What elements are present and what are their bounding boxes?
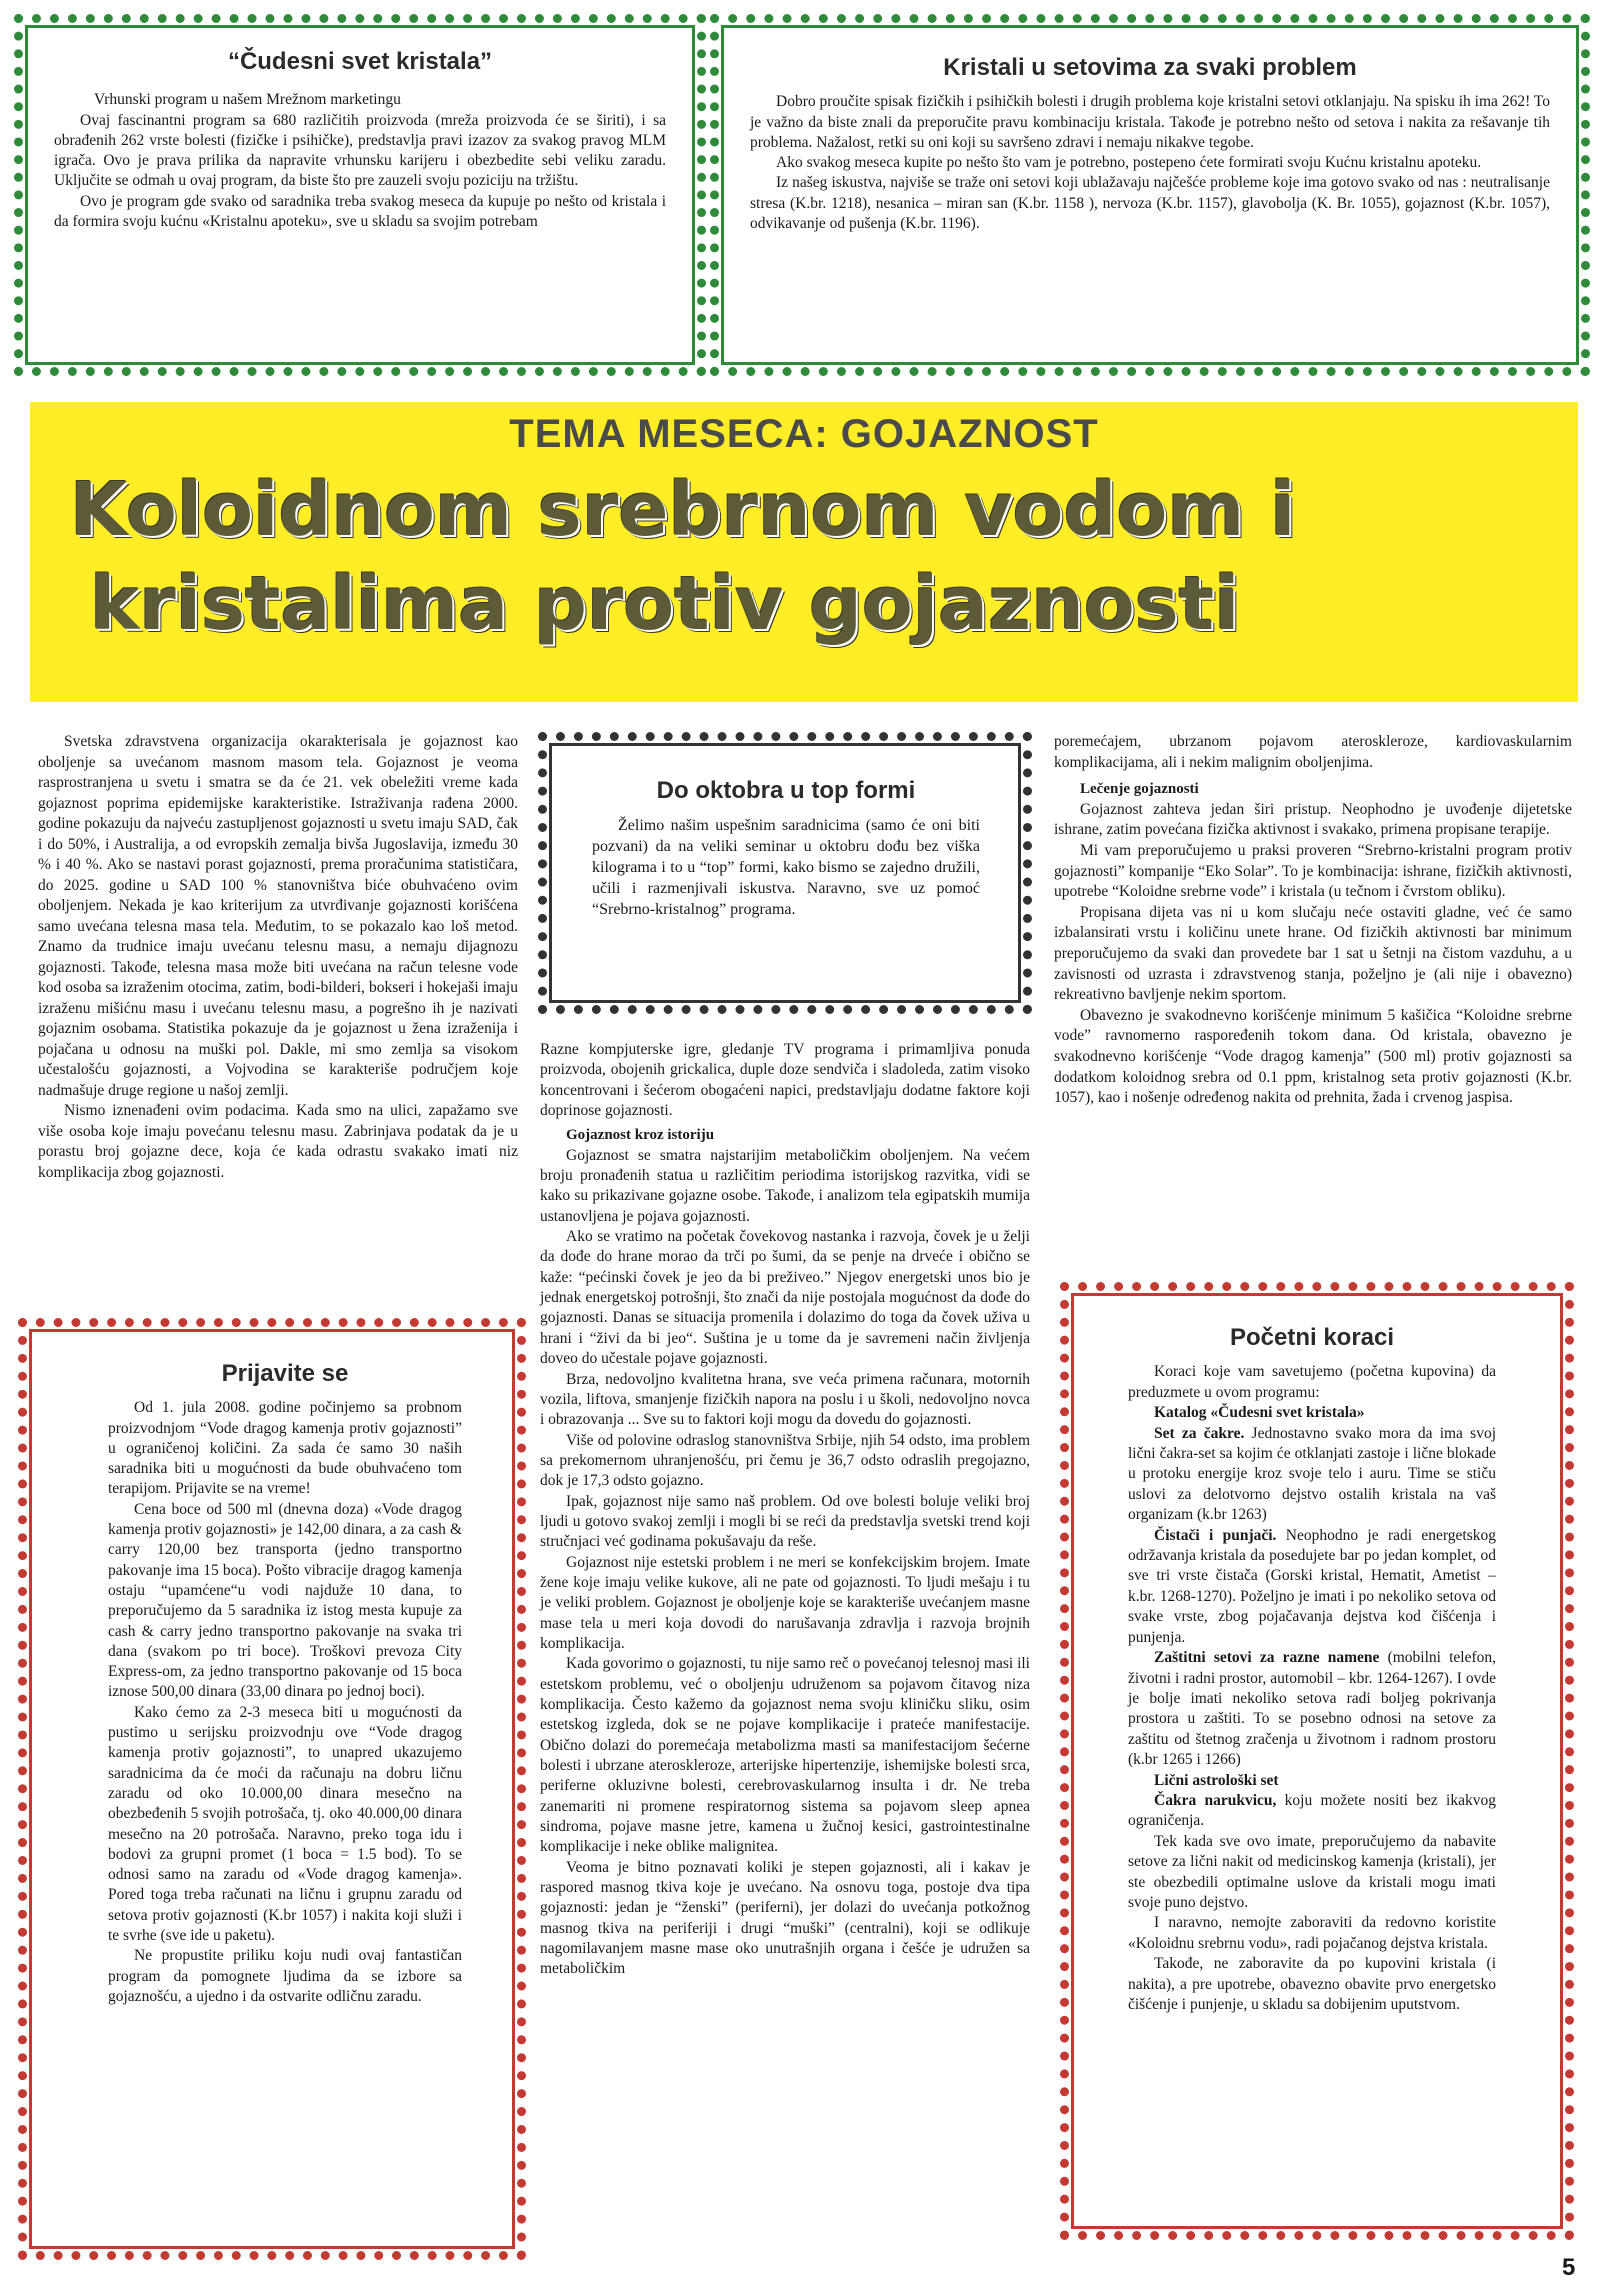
col2-p6: Kada govorimo o gojaznosti, tu nije samo reč o povećanoj telesnoj masi ili estetskom problemu, već o oboljenju udruženom sa pojavom čitavog niza komplikacija. Često kažemo da gojaznost nema svoju kliničku sliku, osim estetskog izgleda, dok se ne pojave komplikacije i prateće manifestacije. Obično dolazi do poremećaja metabolizma masti sa manifestacijom šećerne bolesti i ubrzane ateroskleroze, arterijske hipertenzije, ishemijske bolesti srca, periferne okluzivne bolesti, cerebrovaskularnog insulta i dr. Ne treba zanemariti ni promene respiratornog sistema sa pojavom sleep apnea sindroma, pojave masne jetre, kamena u žučnoj kesici, gastrointestinalne komplikacije i neke oblike malignitea. bbox=[540, 1655, 1030, 1856]
box-pocetni-catalog: Katalog «Čudesni svet kristala» bbox=[1154, 1404, 1365, 1422]
box-pocetni-title: Početni koraci bbox=[1229, 1324, 1395, 1351]
column-1-article bbox=[38, 732, 518, 1183]
col2-heading: Gojaznost kroz istoriju bbox=[566, 1127, 715, 1144]
box-setovi-p2: Iz našeg iskustva, najviše se traže oni setovi koji ublažavaju najčešće probleme koje ima gotovo svako od nas : neutralisanje stresa (K.br. 1218), nesanica – miran san (K.br. 1158 ), nervoza (K.br. 1157), glavobolja (K. Br. 1055), gojaznost (K.br. 1057), odvikavanje od pušenja (K.br. 1196). bbox=[750, 174, 1550, 233]
box-prijavite-title: Prijavite se bbox=[221, 1360, 349, 1387]
box-oktobar-text: Želimo našim uspešnim saradnicima (samo će oni biti pozvani) da na veliki seminar u oktobru dođu bez viška kilograma i to u “top” formi, kako bismo se zajedno družili, učili i razmenjivali iskustva. Naravno, sve uz pomoć “Srebrno-kristalnog” programa. bbox=[592, 817, 980, 918]
item-4-text: koju možete nositi bez ikakvog ograničenja. bbox=[1128, 1791, 1496, 1830]
box-prijavite-p2: Kako ćemo za 2-3 meseca biti u mogućnosti da pustimo u serijsku proizvodnju ove “Vode dragog kamenja protiv gojaznosti”, to unapred ukazujemo saradnicima da će moći da računaju na dobru ličnu zaradu od oko 10.000,00 dinara mesečno na obezbeđenih 5 svojih potrošača, tj. oko 40.000,00 dinara mesečno na 20 potrošača. Naravno, preko toga idu i bodovi za grupni promet (1 boca = 1.5 bod). To se odnosi samo na zaradu od «Vode dragog kamenja». Pored toga treba računati na ličnu i grupnu zaradu od setova protiv gojaznosti (K.br 1057) i nakita koji služi i te svrhe (sve ide u paketu). bbox=[108, 1703, 462, 1945]
box-cudesni-p0: Vrhunski program u našem Mrežnom marketingu bbox=[94, 91, 401, 109]
col3-p0: Gojaznost zahteva jedan širi pristup. Neophodno je uvođenje dijetetske ishrane, zatim povećana fizička aktivnost i svakako, primena propisane terapije. bbox=[1054, 800, 1572, 839]
banner-kicker: TEMA MESECA: GOJAZNOST bbox=[509, 412, 1099, 456]
box-setovi-content bbox=[750, 54, 1550, 234]
box-pocetni-p1: I naravno, nemojte zaboraviti da redovno koristite «Koloidnu srebrnu vodu», radi pojačanog dejstva kristala. bbox=[1128, 1914, 1496, 1952]
box-prijavite-p0: Od 1. jula 2008. godine počinjemo sa probnom proizvodnjom “Vode dragog kamenja protiv gojaznosti” u ograničenoj količini. Za sada će samo 30 naših saradnika biti u mogućnosti da bude obuhvaćeno tom terapijom. Prijavite se na vreme! bbox=[108, 1399, 462, 1498]
item-2-label: Zaštitni setovi za razne namene bbox=[1154, 1649, 1380, 1667]
item-2-text: (mobilni telefon, životni i radni prostor, automobil – kbr. 1264-1267). I ovde je bolje imati nekoliko setova radi boljeg pokrivanja prostora u zaštiti. To se posebno odnosi na setove za zaštitu od štetnog zračenja u životnom i radnom prostoru (k.br 1265 i 1266) bbox=[1128, 1649, 1496, 1769]
banner-headline-line2: kristalima protiv gojaznosti bbox=[90, 561, 1240, 647]
item-3-label: Lični astrološki set bbox=[1154, 1771, 1279, 1789]
box-cudesni-content bbox=[54, 48, 666, 232]
box-prijavite-p1: Cena boce od 500 ml (dnevna doza) «Vode dragog kamenja protiv gojaznosti» je 142,00 dinara, a za cash & carry 120,00 bez transporta (jedno transportno pakovanje ima 15 boca). Pošto vibracije dragog kamenja ostaju “upamćene“u vodi najduže 10 dana, to preporučujemo da 5 saradnika iz istog mesta kupuje za cash & carry jedno transportno pakovanje na svaka tri dana (svakom po tri boce). Troškovi prevoza City Express-om, za jedno transportno pakovanje od 15 boca iznose 500,00 dinara (33,00 dinara po jednoj boci). bbox=[108, 1500, 462, 1701]
box-pocetni-item-0 bbox=[1128, 1424, 1496, 1526]
box-pocetni-item-1 bbox=[1128, 1526, 1496, 1648]
item-1-text: Neophodno je radi energetskog održavanja kristala da posedujete bar po jedan komplet, od sve tri vrste čistača (Gorski kristal, Hematit, Ametist – k.br. 1268-1270). Poželjno je imati i po nekoliko setova od svake vrste, zbog pojačavanja dejstva kod čišćenja i punjenja. bbox=[1128, 1526, 1496, 1646]
box-setovi-p0: Dobro proučite spisak fizičkih i psihičkih bolesti i drugih problema koje kristalni setovi otklanjaju. Na spisku ih ima 262! To je važno da biste znali da preporučite pravu kombinaciju kristala. Takođe je potrebno nešto od setova i nakita za rešavanje tih problema. Nažalost, retki su oni koji su savršeno zdravi i nemaju nikakve tegobe. bbox=[750, 93, 1550, 151]
col2-p1: Ako se vratimo na početak čovekovog nastanka i razvoja, čovek je u želji da dođe do hrane morao da trči po šumi, da se penje na drveće i obično se kaže: “pećinski čovek je jeo da bi preživeo.” Njegov energetski unos bio je jednak energetskoj potrošnji, što znači da nije postojala mogućnost da dođe do gojaznosti. Danas se situacija promenila i dolazimo do toga da čovek uživa u hrani i “živi da bi jeo“. Suština je u tome da je savremeni način življenja doveo do učestale pojave gojaznosti. bbox=[540, 1228, 1030, 1368]
box-pocetni-p2: Takođe, ne zaboravite da po kupovini kristala (i nakita), a pre upotrebe, obavezno obavite prvo energetsko čišćenje i punjenje, u skladu sa dobijenim uputstvom. bbox=[1128, 1955, 1496, 2013]
col1-p0: Svetska zdravstvena organizacija okarakterisala je gojaznost kao oboljenje sa uvećanom masnom masom tela. Gojaznost je veoma rasprostranjena u svetu i smatra se da će 21. vek obeležiti vreme kada gojaznost poprima epidemijske karakteristike. Istraživanja rađena 2000. godine pokazuju da najveću zastupljenost gojaznosti u svetu imaju SAD, čak i do 50%, i Australija, a od evropskih zemalja bivša Jugoslavija, između 30 % i 40 %. Ako se nastavi porast gojaznosti, prema proračunima statističara, do 2025. godine u SAD 100 % stanovništva biće obuhvaćeno ovim oboljenjem. Nekada je kao kriterijum za utvrđivanje gojaznosti korišćena samo uvećana telesna masa tela. Međutim, to se pokazalo kao loš metod. Znamo da trudnice imaju uvećanu telesnu masu, a nemaju dijagnozu gojaznosti. Takođe, telesna masa može biti uvećana na račun telesne vode kod osoba sa izraženim otocima, zatim, bodi-bilderi, bokseri i hokejaši imaju izraženu mišićnu masu i uvećanu telesnu masu, a pogrešno ih je nazivati gojaznim osobama. Statistika pokazuje da je gojaznost u žena izraženija i pojačana u odnosu na muški pol. Dakle, mi smo zemlja sa visokom učestalošću gojaznosti, a Vojvodina se karakteriše područjem koje nadmašuje druge regione u našoj zemlji. bbox=[38, 733, 518, 1099]
box-pocetni-p0: Tek kada sve ovo imate, preporučujemo da nabavite setove za lični nakit od medicinskog kamenja (kristali), jer ste obezbedili optimalne uslove da kristali mogu imati svoje puno dejstvo. bbox=[1128, 1832, 1496, 1911]
col2-p5: Gojaznost nije estetski problem i ne meri se konfekcijskim brojem. Imate žene koje imaju velike kukove, ali ne pate od gojaznosti. To ljudi mešaju i tu je veliki problem. Gojaznost je oboljenje koje se karakteriše uvećanjem masne mase tela u meri koja dovodi do narušavanja zdravlja i razvoja brojnih komplikacija. bbox=[540, 1553, 1030, 1652]
col1-p1: Nismo iznenađeni ovim podacima. Kada smo na ulici, zapažamo sve više osoba koje imaju povećanu telesnu masu. Zabrinjava podatak da je u porastu broj gojazne dece, koja će kada odrastu svakako imati niz komplikacija zbog gojaznosti. bbox=[38, 1102, 518, 1181]
box-oktobar-title: Do oktobra u top formi bbox=[656, 777, 916, 804]
col2-intro: Razne kompjuterske igre, gledanje TV programa i primamljiva ponuda proizvoda, obojenih grickalica, duple doze sendviča i sladoleda, zatim visoko koncentrovani i šećerom obogaćeni napici, predstavljaju dodatne faktore koji doprinose gojaznosti. bbox=[540, 1041, 1030, 1120]
box-pocetni-item-2 bbox=[1128, 1648, 1496, 1770]
item-1-label: Čistači i punjači. bbox=[1154, 1526, 1277, 1544]
col2-p2: Brza, nedovoljno kvalitetna hrana, sve veća primena računara, motornih vozila, liftova, smanjenje fizičkih napora na poslu i u školi, nedovoljno novca i obrazovanja ... Sve su to faktori koji mogu da dovedu do gojaznosti. bbox=[540, 1370, 1030, 1429]
box-cudesni-title: “Čudesni svet kristala” bbox=[227, 48, 493, 75]
box-setovi-title: Kristali u setovima za svaki problem bbox=[943, 54, 1357, 81]
box-setovi-p1: Ako svakog meseca kupite po nešto što vam je potrebno, postepeno ćete formirati svoju Kućnu kristalnu apoteku. bbox=[776, 154, 1482, 172]
col3-intro: poremećajem, ubrzanom pojavom ateroskleroze, kardiovaskularnim komplikacijama, ali i nekim malignim oboljenjima. bbox=[1054, 733, 1572, 771]
box-prijavite-content bbox=[108, 1360, 462, 2007]
topic-banner bbox=[30, 402, 1578, 702]
box-prijavite-p3: Ne propustite priliku koju nudi ovaj fantastičan program da pomognete ljudima da se izbore sa gojaznošću, a ujedno i da ostvarite odličnu zaradu. bbox=[108, 1947, 462, 2005]
col2-p7: Veoma je bitno poznavati koliki je stepen gojaznosti, ali i kakav je raspored masnog tkiva koje je uvećano. Na osnovu toga, postoje dva tipa gojaznosti: jedan je “ženski” (periferni), jer dolazi do uvećanja potkožnog masnog tkiva na periferiji i drugi “muški” (centralni), koji se odlikuje nagomilavanjem masne mase oko unutrašnjih organa i češće je udružen sa metaboličkim bbox=[540, 1858, 1030, 1978]
box-cudesni-p2: Ovo je program gde svako od saradnika treba svakog meseca da kupuje po nešto od kristala i da formira svoju kućnu «Kristalnu apoteku», sve u skladu sa svojim potrebam bbox=[54, 192, 666, 231]
item-0-text: Jednostavno svako mora da ima svoj lični čakra-set sa kojim će otklanjati zastoje i lične blokade u protoku energije kroz svoje telo i auru. Time se stiču uslovi za delotvorno dejstvo ostalih kristala na vaš organizam (k.br 1263) bbox=[1128, 1424, 1496, 1524]
box-oktobar-content bbox=[592, 777, 980, 920]
box-cudesni-p1: Ovaj fascinantni program sa 680 različitih proizvoda (mreža proizvoda će se širiti), i sa obrađenih 262 vrste bolesti (fizičke i psihičke), predstavlja pravi izazov za svakog pravog MLM igrača. Ovo je prava prilika da napravite vrhunsku karijeru i obezbedite sebi veliku zaradu. Uključite se odmah u ovaj program, da biste što pre zauzeli svoju poziciju na tržištu. bbox=[54, 111, 666, 190]
box-pocetni-content bbox=[1128, 1324, 1496, 2015]
banner-headline-line1: Koloidnom srebrnom vodom i bbox=[70, 467, 1296, 553]
column-2-article bbox=[540, 1040, 1030, 1980]
col3-p1: Mi vam preporučujemo u praksi proveren “Srebrno-kristalni program protiv gojaznosti” kompanije “Eko Solar”. To je kombinacija: ishrane, fizičkih aktivnosti, upotrebe “Koloidne srebrne vode” i kristala (u tečnom i čvrstom obliku). bbox=[1054, 841, 1572, 901]
col3-heading: Lečenje gojaznosti bbox=[1080, 781, 1199, 798]
col2-p4: Ipak, gojaznost nije samo naš problem. Od ove bolesti boluje veliki broj ljudi u gotovo svakoj zemlji i mogli bi se reći da predstavlja svetski trend koji stručnjaci već godinama pokušavaju da reše. bbox=[540, 1492, 1030, 1551]
col2-p3: Više od polovine odraslog stanovništva Srbije, njih 54 odsto, ima problem sa prekomernom uhranjenošću, pri čemu je 36,7 odsto odraslih pregojazno, dok je 17,3 odsto gojazno. bbox=[540, 1431, 1030, 1490]
item-0-label: Set za čakre. bbox=[1154, 1424, 1245, 1442]
box-pocetni-item-4 bbox=[1128, 1791, 1496, 1832]
col3-p2: Propisana dijeta vas ni u kom slučaju neće ostaviti gladne, već će samo izbalansirati vrstu i količinu unete hrane. Od fizičkih aktivnosti bar minimum preporučujemo da svaki dan provedete bar 1 sat u šetnji na čistom vazduhu, a u zavisnosti od uzrasta i zdravstvenog stanja, poželjno je (ali nije i obavezno) rekreativno bavljenje nekim sportom. bbox=[1054, 903, 1572, 1004]
box-pocetni-item-3 bbox=[1128, 1771, 1496, 1791]
col2-p0: Gojaznost se smatra najstarijim metaboličkim oboljenjem. Na većem broju pronađenih statua u različitim periodima istorijskog razvitka, vidi se kako su prikazivane gojazne osobe. Takođe, i analizom tela egipatskih mumija ustanovljena je pojava gojaznosti. bbox=[540, 1146, 1030, 1225]
item-4-label: Čakra narukvicu, bbox=[1154, 1791, 1277, 1809]
col3-p3: Obavezno je svakodnevno korišćenje minimum 5 kašičica “Koloidne srebrne vode” ravnomerno raspoređenih tokom dana. Od kristala, obavezno je svakodnevno korišćenje “Vode dragog kamenja” (500 ml) protiv gojaznosti sa dodatkom koloidnog srebra od 0.1 ppm, kristalnog seta protiv gojaznosti (K.br. 1057), kao i nošenje određenog nakita od prehnita, žada i crvenog jaspisa. bbox=[1054, 1006, 1572, 1107]
box-pocetni-intro: Koraci koje vam savetujemo (početna kupovina) da preduzmete u ovom programu: bbox=[1128, 1363, 1496, 1401]
column-3-article bbox=[1054, 732, 1572, 1109]
page-number: 5 bbox=[1562, 2254, 1576, 2281]
